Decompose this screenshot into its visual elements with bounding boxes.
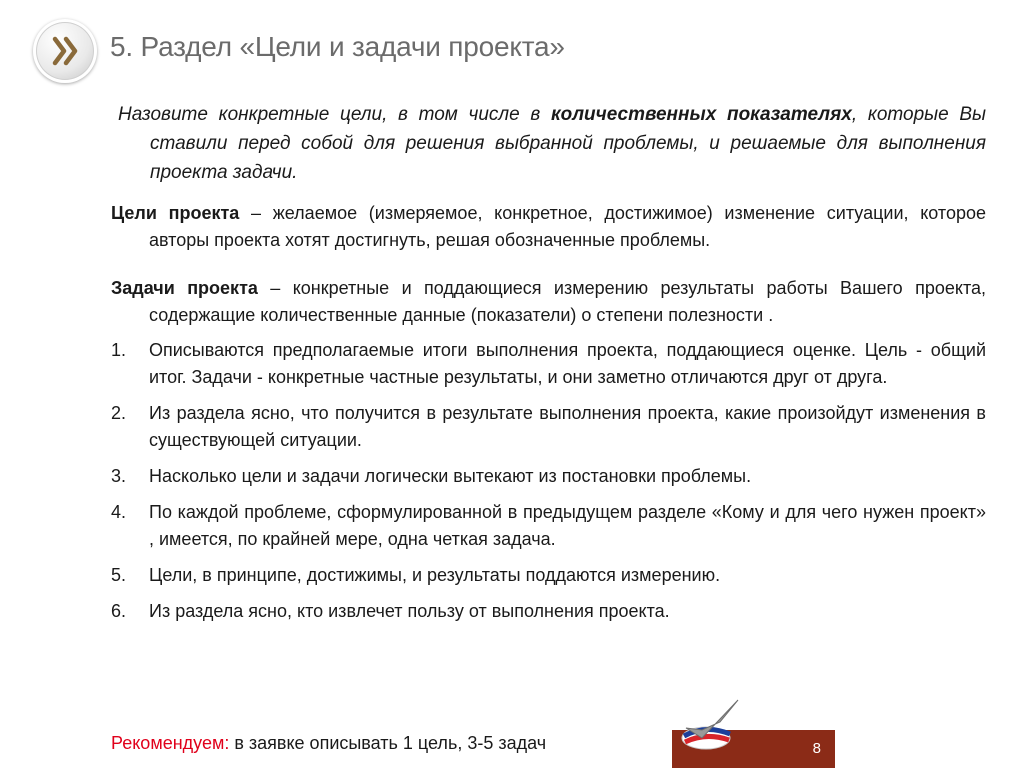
list-item xyxy=(111,463,986,490)
list-item-number: 5. xyxy=(111,565,127,585)
double-chevron-right-icon xyxy=(33,19,97,83)
next-slide-button[interactable] xyxy=(33,19,97,83)
list-item xyxy=(111,598,986,625)
list-item-number: 4. xyxy=(111,502,127,522)
list-item xyxy=(111,562,986,589)
list-item-number: 1. xyxy=(111,340,127,360)
intro-question xyxy=(118,100,987,187)
list-item-number: 2. xyxy=(111,403,127,423)
page-number: 8 xyxy=(812,740,821,757)
list-item xyxy=(111,400,986,454)
list-item-text: Описываются предполагаемые итоги выполнения проекта, поддающиеся оценке. Цель - общий итог. Задачи - конкретные частные результаты, и они заметно отличаются друг от друга. xyxy=(149,340,986,387)
slide-body xyxy=(111,100,986,634)
tasks-text: – конкретные и поддающиеся измерению результаты работы Вашего проекта, содержащие количественные данные (показатели) о степени полезности . xyxy=(149,278,987,325)
list-item-number: 6. xyxy=(111,601,127,621)
list-item xyxy=(111,499,986,553)
list-item xyxy=(111,337,986,391)
recommendation xyxy=(111,733,546,754)
goals-term: Цели проекта xyxy=(111,203,240,223)
intro-emphasis: количественных показателях xyxy=(550,104,852,125)
list-item-text: Насколько цели и задачи логически вытекают из постановки проблемы. xyxy=(149,466,752,486)
goals-text: – желаемое (измеряемое, конкретное, достижимое) изменение ситуации, которое авторы проекта хотят достигнуть, решая обозначенные проблемы. xyxy=(149,203,986,250)
intro-text-1: Назовите конкретные цели, в том числе в xyxy=(118,104,551,125)
slide-title: 5. Раздел «Цели и задачи проекта» xyxy=(110,31,565,62)
list-item-text: Цели, в принципе, достижимы, и результаты поддаются измерению. xyxy=(149,565,721,585)
list-item-text: Из раздела ясно, кто извлечет пользу от выполнения проекта. xyxy=(149,601,670,621)
intro-text-2: , которые Вы ставили перед собой для решения выбранной проблемы, и решаемые для выполнения проекта задачи. xyxy=(150,104,987,183)
checkmark-globe-logo xyxy=(676,694,754,754)
criteria-list xyxy=(111,337,986,625)
tasks-definition xyxy=(111,275,986,329)
goals-definition xyxy=(111,200,986,254)
list-item-number: 3. xyxy=(111,466,127,486)
recommendation-text: в заявке описывать 1 цель, 3-5 задач xyxy=(229,733,547,753)
list-item-text: По каждой проблеме, сформулированной в предыдущем разделе «Кому и для чего нужен проект» , имеется, по крайней мере, одна четкая задача. xyxy=(149,502,986,549)
tasks-term: Задачи проекта xyxy=(111,278,258,298)
list-item-text: Из раздела ясно, что получится в результате выполнения проекта, какие произойдут изменения в существующей ситуации. xyxy=(149,403,986,450)
recommendation-label: Рекомендуем: xyxy=(111,733,230,753)
